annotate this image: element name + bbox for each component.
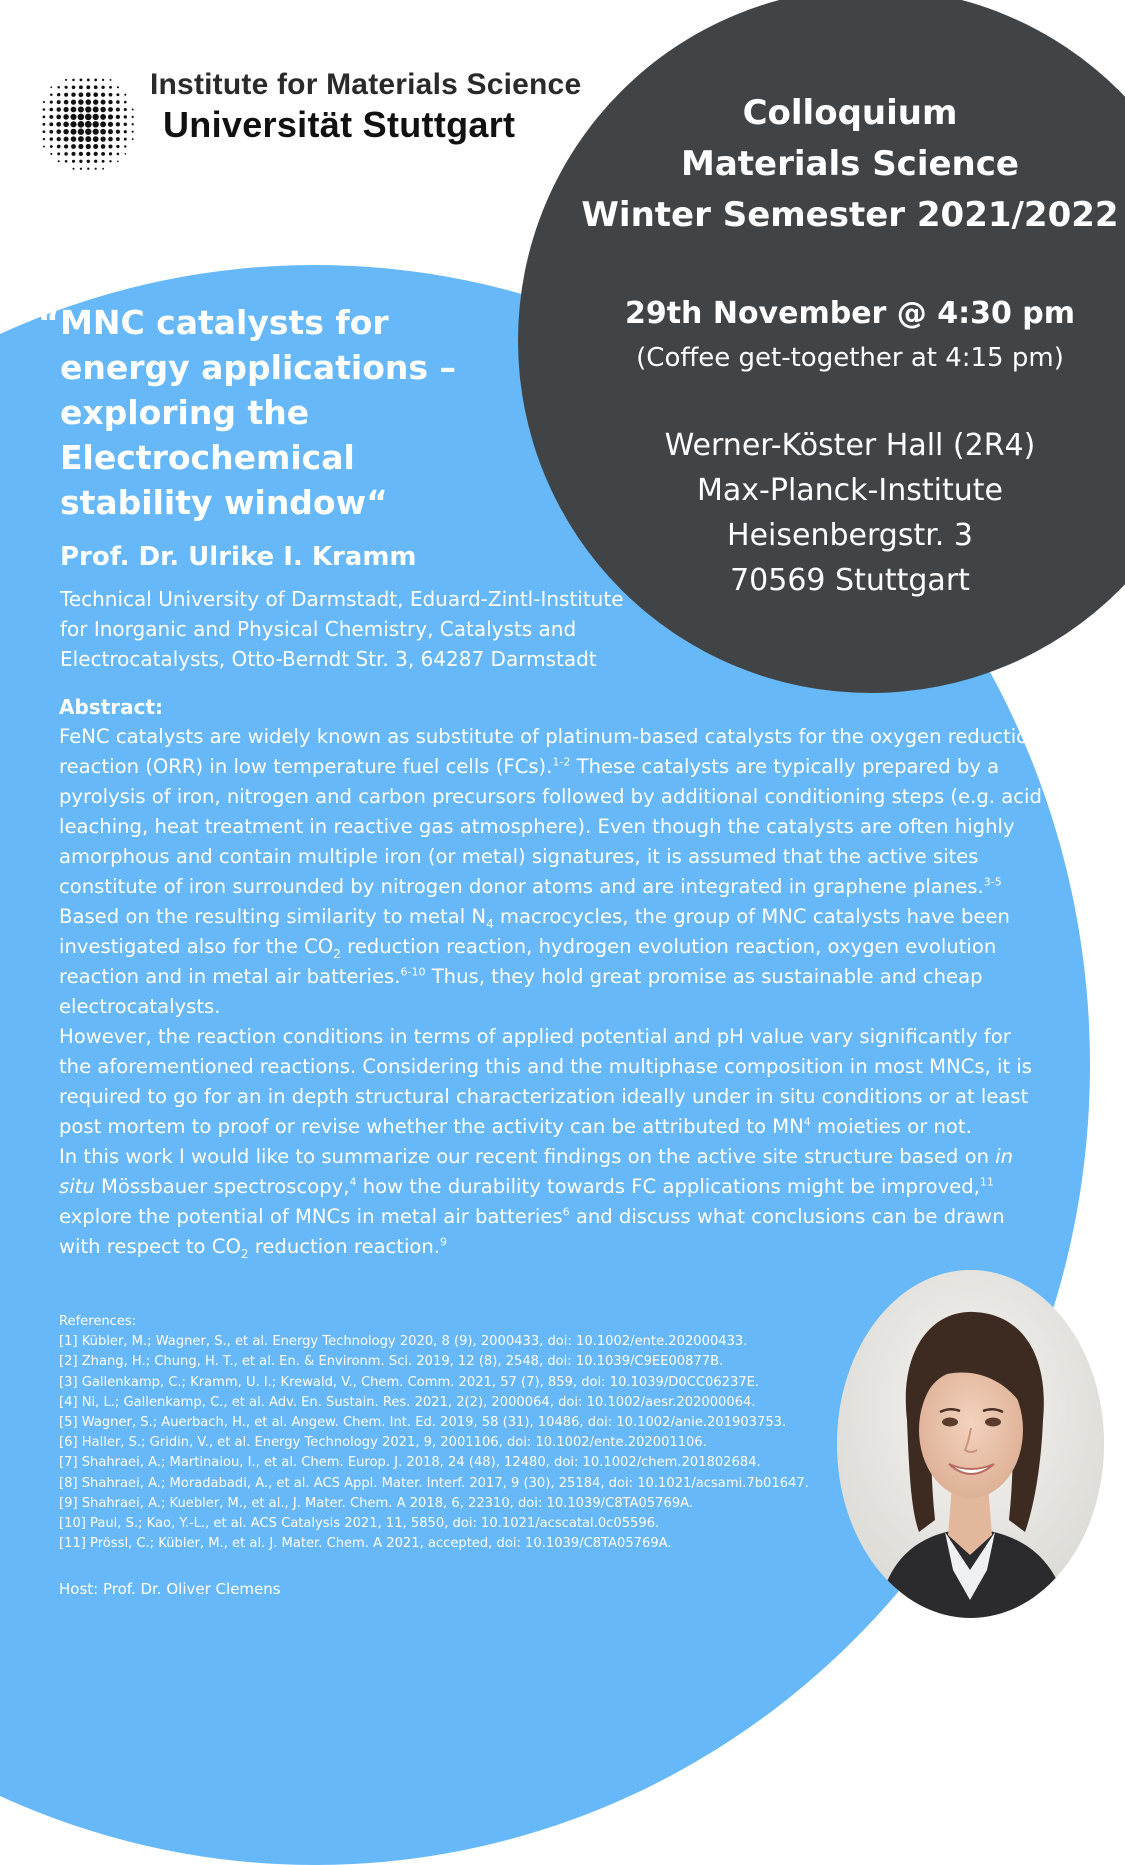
event-info [560,88,1125,603]
talk-title-line: Electrochemical [60,438,355,477]
event-date-time: 29th November @ 4:30 pm [624,296,1076,331]
venue-line: Max-Planck-Institute [697,473,1003,508]
talk-title-line: MNC catalysts for [60,303,389,342]
abstract-text: However, the reaction conditions in terms of applied potential and pH value vary significantly for the aforementioned reactions. Considering this and the multiphase composition in most MNCs, it is required to go for an in depth structural characterization ideally under in situ conditions or at least post mortem to proof or revise whether the activity can be attributed to MN [59,1025,1033,1138]
abstract-paragraph-3 [59,1142,1049,1262]
citation-superscript: 1-2 [552,755,571,769]
talk-title-line: stability window“ [60,483,388,522]
affiliation-line: Technical University of Darmstadt, Eduard-Zintl-Institute [60,587,624,611]
talk-title-open-quote: “ [38,303,60,342]
citation-superscript: 11 [979,1175,994,1189]
references [59,1312,879,1554]
citation-superscript: 6-10 [400,965,426,979]
chemical-subscript: 2 [240,1246,249,1261]
reference-item: [11] Prössl, C.; Kübler, M., et al. J. Mater. Chem. A 2021, accepted, doi: 10.1039/C8TA05769A. [59,1536,672,1552]
reference-item: [7] Shahraei, A.; Martinaiou, I., et al. Chem. Europ. J. 2018, 24 (48), 12480, doi: 10.1002/chem.201802684. [59,1455,761,1471]
talk-title [38,300,540,525]
abstract-text: moieties or not. [810,1115,972,1138]
talk-title-line: exploring the [60,393,310,432]
institute-name: Institute for Materials Science [150,68,582,101]
abstract-text: macrocycles, the group of MNC catalysts have been investigated also for the CO [59,905,1010,958]
reference-item: [5] Wagner, S.; Auerbach, H., et al. Angew. Chem. Int. Ed. 2019, 58 (31), 10486, doi: 10.1002/anie.201903753. [59,1415,787,1431]
reference-item: [1] Kübler, M.; Wagner, S., et al. Energy Technology 2020, 8 (9), 2000433, doi: 10.1002/ente.202000433. [59,1334,748,1350]
abstract-text: FeNC catalysts are widely known as substitute of platinum-based catalysts for the oxygen reduction reaction (ORR) in low temperature fuel cells (FCs). [59,725,1041,778]
abstract-paragraph-1 [59,722,1049,1022]
speaker-portrait-image [837,1270,1104,1618]
reference-item: [6] Haller, S.; Gridin, V., et al. Energy Technology 2021, 9, 2001106, doi: 10.1002/ente.202001106. [59,1435,707,1451]
abstract-text: and discuss what conclusions can be drawn with respect to CO [59,1205,1005,1258]
university-name: Universität Stuttgart [163,104,516,145]
speaker-name: Prof. Dr. Ulrike I. Kramm [60,542,417,572]
host-line: Host: Prof. Dr. Oliver Clemens [59,1580,281,1598]
affiliation-line: Electrocatalysts, Otto-Berndt Str. 3, 64287 Darmstadt [60,647,597,671]
abstract-text: Mössbauer spectroscopy, [94,1175,350,1198]
citation-superscript: 9 [440,1235,448,1249]
colloquium-title-line: Winter Semester 2021/2022 [581,195,1119,235]
venue-line: Werner-Köster Hall (2R4) [664,428,1036,463]
reference-item: [4] Ni, L.; Gallenkamp, C., et al. Adv. En. Sustain. Res. 2021, 2(2), 2000064, doi: 10.1002/aesr.202000064. [59,1394,756,1410]
university-dot-logo-icon [34,70,139,175]
citation-superscript: 3-5 [983,875,1002,889]
event-venue [560,423,1125,603]
abstract-paragraph-2 [59,1022,1049,1142]
colloquium-title-line: Materials Science [681,144,1019,184]
abstract-text: Based on the resulting similarity to metal N [59,905,487,928]
colloquium-title-line: Colloquium [742,93,958,133]
abstract-italic-text: in situ [59,1145,1014,1198]
abstract-text: Thus, they hold great promise as sustainable and cheap electrocatalysts. [59,965,983,1018]
chemical-subscript: 2 [333,946,341,961]
abstract [59,692,1049,1262]
abstract-text: In this work I would like to summarize our recent findings on the active site structure based on [59,1145,996,1168]
abstract-heading: Abstract: [59,695,164,719]
chemical-subscript: 4 [486,916,494,931]
reference-item: [10] Paul, S.; Kao, Y.-L., et al. ACS Catalysis 2021, 11, 5850, doi: 10.1021/acscatal.0c05596. [59,1516,660,1532]
citation-superscript: 6 [562,1205,570,1219]
citation-superscript: 4 [803,1115,811,1129]
speaker-affiliation [60,584,640,674]
abstract-text: explore the potential of MNCs in metal air batteries [59,1205,563,1228]
reference-item: [9] Shahraei, A.; Kuebler, M., et al., J. Mater. Chem. A 2018, 6, 22310, doi: 10.1039/C8TA05769A. [59,1495,694,1511]
venue-line: Heisenbergstr. 3 [727,518,973,553]
abstract-text: reduction reaction. [248,1235,441,1258]
reference-item: [2] Zhang, H.; Chung, H. T., et al. En. & Environm. Sci. 2019, 12 (8), 2548, doi: 10.1039/C9EE00877B. [59,1354,724,1370]
talk-title-line: energy applications – [60,348,456,387]
reference-item: [3] Gallenkamp, C.; Kramm, U. I.; Krewald, V., Chem. Comm. 2021, 57 (7), 859, doi: 10.1039/D0CC06237E. [59,1374,760,1390]
citation-superscript: 4 [349,1175,357,1189]
abstract-text: reduction reaction, hydrogen evolution reaction, oxygen evolution reaction and in metal air batteries. [59,935,997,988]
references-heading: References: [59,1314,137,1329]
affiliation-line: for Inorganic and Physical Chemistry, Catalysts and [60,617,577,641]
speaker-photo [837,1270,1104,1618]
coffee-note: (Coffee get-together at 4:15 pm) [636,343,1064,373]
abstract-text: how the durability towards FC applications might be improved, [356,1175,980,1198]
abstract-text: These catalysts are typically prepared by a pyrolysis of iron, nitrogen and carbon precursors followed by additional conditioning steps (e.g. acid leaching, heat treatment in reactive gas atmosphere). Even though the catalysts are often highly amorphous and contain multiple iron (or metal) signatures, it is assumed that the active sites constitute of iron surrounded by nitrogen donor atoms and are integrated in graphene planes. [59,755,1042,898]
venue-line: 70569 Stuttgart [730,563,970,598]
colloquium-title [560,88,1125,241]
reference-item: [8] Shahraei, A.; Moradabadi, A., et al. ACS Appl. Mater. Interf. 2017, 9 (30), 25184, doi: 10.1021/acsami.7b01647. [59,1475,809,1491]
